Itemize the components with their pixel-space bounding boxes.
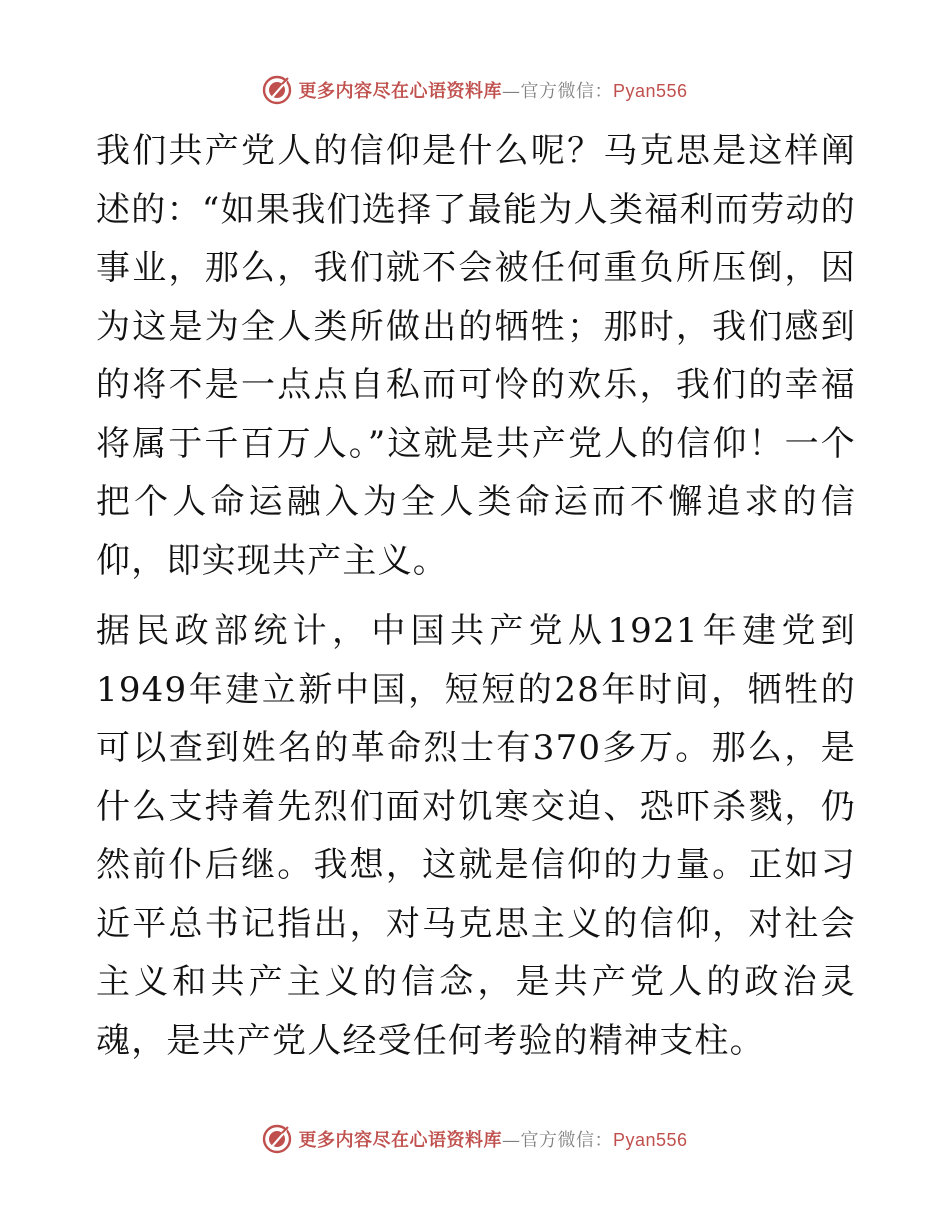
paragraph: 我们共产党人的信仰是什么呢？马克思是这样阐述的：“如果我们选择了最能为人类福利而劳动的事业，那么，我们就不会被任何重负所压倒，因为这是为全人类所做出的牺牲；那时，我们感到的将不是一点点自私而可怜的欢乐，我们的幸福将属于千百万人。”这就是共产党人的信仰！一个把个人命运融入为全人类命运而不懈追求的信仰，即实现共产主义。 <box>96 131 856 581</box>
header-banner-label: 官方微信： <box>520 81 613 102</box>
footer-banner-dash: — <box>501 1130 521 1151</box>
header-banner-id: Pyan556 <box>612 81 688 101</box>
document-body <box>96 122 856 1070</box>
header-banner-dash: — <box>501 81 521 102</box>
footer-banner-text <box>298 1126 687 1152</box>
footer-banner-label: 官方微信： <box>520 1130 613 1151</box>
footer-banner-main: 更多内容尽在心语资料库 <box>298 1130 502 1151</box>
paragraph: 据民政部统计，中国共产党从1921年建党到1949年建立新中国，短短的28年时间，牺牲的可以查到姓名的革命烈士有370多万。那么，是什么支持着先烈们面对饥寒交迫、恐吓杀戮，仍然前仆后继。我想，这就是信仰的力量。正如习近平总书记指出，对马克思主义的信仰，对社会主义和共产主义的信念，是共产党人的政治灵魂，是共产党人经受任何考验的精神支柱。 <box>96 611 856 1061</box>
quill-seal-icon <box>262 75 292 105</box>
quill-seal-icon <box>262 1124 292 1154</box>
header-banner-main: 更多内容尽在心语资料库 <box>298 81 502 102</box>
header-banner <box>0 72 950 108</box>
header-banner-text <box>298 77 687 103</box>
footer-banner <box>0 1121 950 1157</box>
footer-banner-id: Pyan556 <box>612 1130 688 1150</box>
